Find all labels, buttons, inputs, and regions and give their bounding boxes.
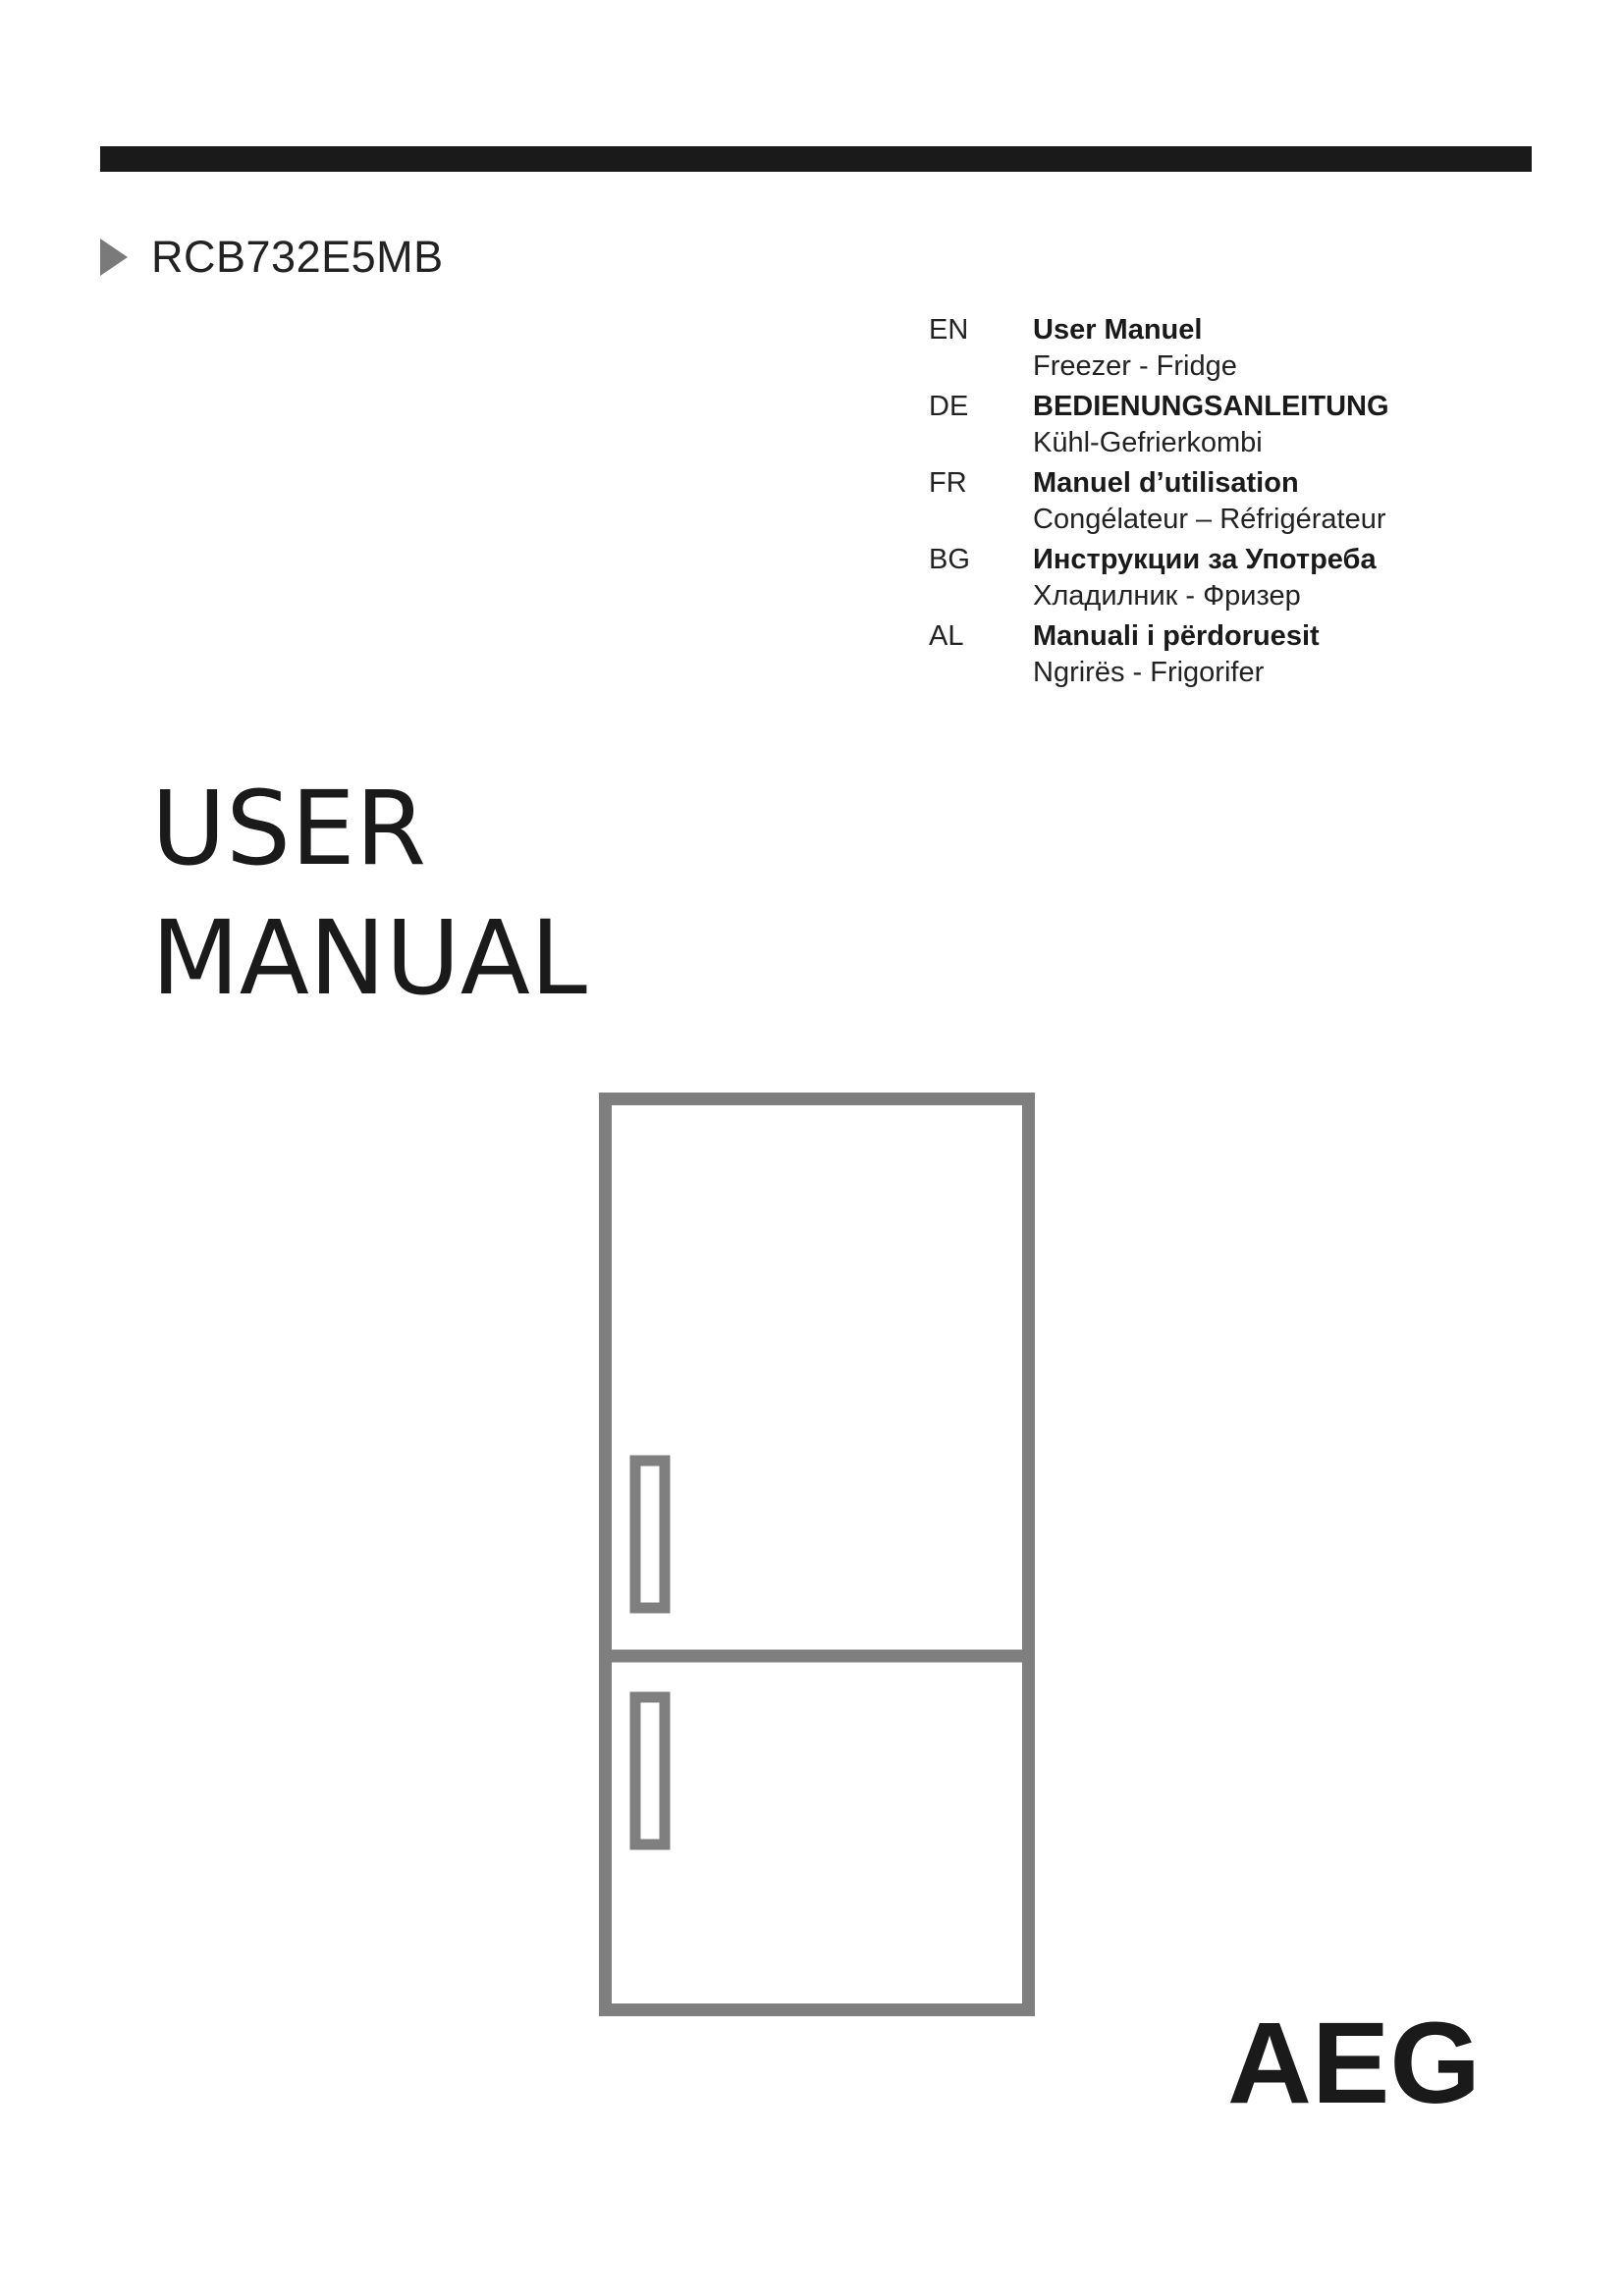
language-entry-en (929, 312, 1538, 385)
header-bar (100, 146, 1532, 172)
language-code: BG (929, 544, 970, 575)
cover-title-line-1: USER (151, 769, 427, 888)
cover-title (151, 764, 587, 1023)
language-subtitle: Congélateur – Réfrigérateur (1033, 504, 1386, 535)
language-title: Manuel d’utilisation (1033, 467, 1299, 499)
language-list (929, 312, 1538, 695)
language-code: AL (929, 620, 964, 652)
language-entry-al (929, 618, 1538, 691)
language-entry-fr (929, 465, 1538, 538)
language-code: EN (929, 314, 969, 346)
language-subtitle: Freezer - Fridge (1033, 350, 1237, 382)
svg-text:AEG: AEG (1227, 2002, 1481, 2120)
triangle-right-icon (100, 239, 128, 276)
aeg-logo (1227, 2002, 1483, 2120)
fridge-freezer-icon (599, 1093, 1035, 2016)
language-entry-bg (929, 542, 1538, 614)
language-title: Инструкции за Употреба (1033, 544, 1377, 575)
language-subtitle: Ngrirës - Frigorifer (1033, 657, 1265, 688)
lower-door-handle (635, 1697, 665, 1844)
language-code: DE (929, 391, 969, 422)
language-subtitle: Хладилник - Фризер (1033, 580, 1301, 612)
language-entry-de (929, 389, 1538, 461)
upper-door-handle (635, 1461, 665, 1608)
cover-title-line-2: MANUAL (151, 898, 587, 1018)
language-title: BEDIENUNGSANLEITUNG (1033, 391, 1389, 422)
language-title: User Manuel (1033, 314, 1203, 346)
language-code: FR (929, 467, 967, 499)
model-heading (100, 228, 444, 287)
language-subtitle: Kühl-Gefrierkombi (1033, 427, 1263, 458)
model-number: RCB732E5MB (151, 232, 444, 282)
language-title: Manuali i përdoruesit (1033, 620, 1320, 652)
